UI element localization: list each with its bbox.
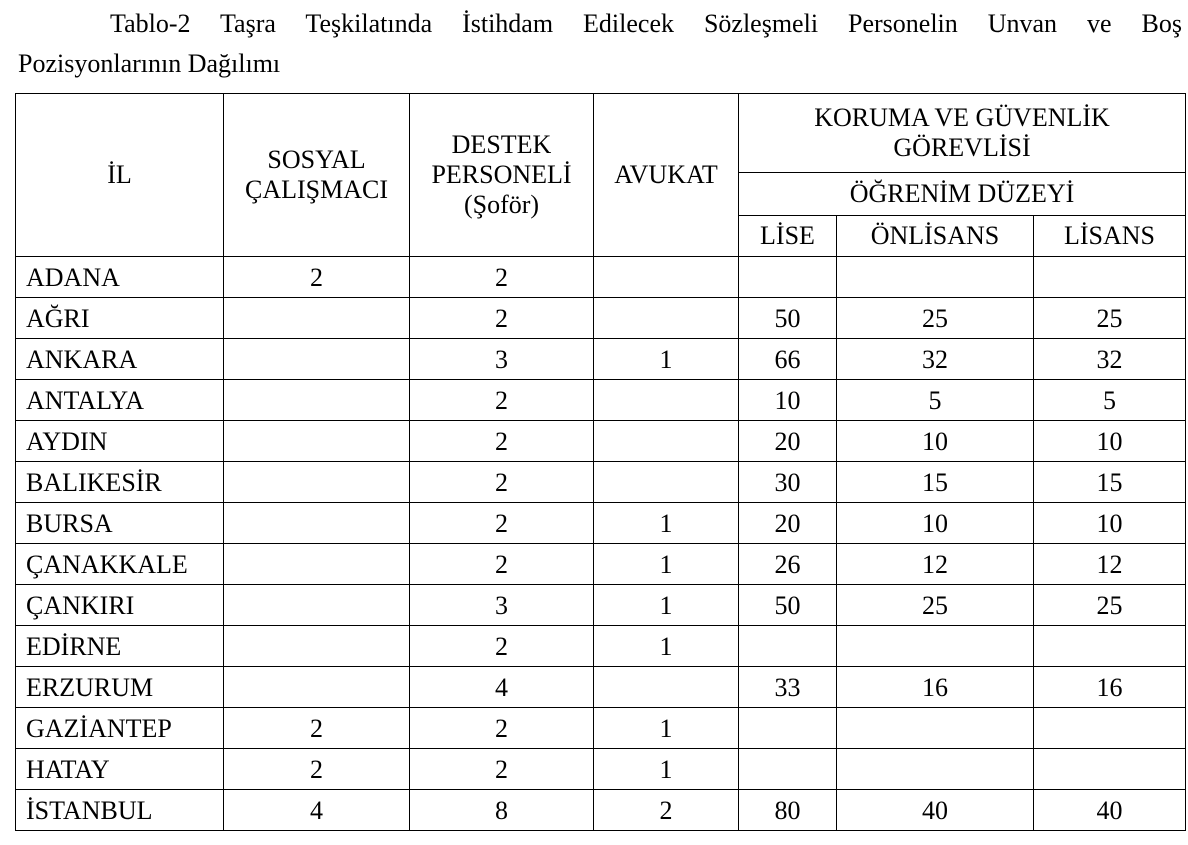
cell-lisans: 10	[1034, 421, 1186, 462]
cell-onlisans: 5	[837, 380, 1034, 421]
cell-onlisans: 10	[837, 503, 1034, 544]
cell-sosyal: 2	[224, 749, 410, 790]
cell-lisans: 15	[1034, 462, 1186, 503]
cell-onlisans	[837, 749, 1034, 790]
cell-il: EDİRNE	[16, 626, 224, 667]
cell-avukat: 1	[594, 626, 739, 667]
cell-avukat: 1	[594, 544, 739, 585]
table-row	[16, 790, 1186, 831]
cell-avukat: 2	[594, 790, 739, 831]
cell-sosyal	[224, 298, 410, 339]
header-lisans: LİSANS	[1034, 216, 1186, 257]
cell-lisans	[1034, 257, 1186, 298]
table-row	[16, 462, 1186, 503]
cell-onlisans: 15	[837, 462, 1034, 503]
cell-destek: 2	[410, 462, 594, 503]
cell-destek: 2	[410, 380, 594, 421]
cell-il: BURSA	[16, 503, 224, 544]
cell-avukat: 1	[594, 503, 739, 544]
header-il: İL	[16, 94, 224, 257]
table-row	[16, 708, 1186, 749]
cell-destek: 2	[410, 749, 594, 790]
cell-onlisans: 12	[837, 544, 1034, 585]
cell-lisans: 25	[1034, 585, 1186, 626]
table-row	[16, 544, 1186, 585]
cell-il: ANKARA	[16, 339, 224, 380]
cell-sosyal: 4	[224, 790, 410, 831]
cell-lise: 10	[739, 380, 837, 421]
header-lise: LİSE	[739, 216, 837, 257]
cell-sosyal	[224, 503, 410, 544]
cell-destek: 2	[410, 544, 594, 585]
table-row	[16, 503, 1186, 544]
cell-avukat	[594, 667, 739, 708]
cell-destek: 3	[410, 585, 594, 626]
cell-onlisans: 32	[837, 339, 1034, 380]
cell-avukat	[594, 421, 739, 462]
table-row	[16, 257, 1186, 298]
cell-sosyal: 2	[224, 708, 410, 749]
cell-onlisans: 40	[837, 790, 1034, 831]
cell-il: GAZİANTEP	[16, 708, 224, 749]
cell-onlisans	[837, 708, 1034, 749]
cell-lise	[739, 708, 837, 749]
cell-lise: 66	[739, 339, 837, 380]
cell-lise: 30	[739, 462, 837, 503]
cell-onlisans: 25	[837, 298, 1034, 339]
table-caption	[18, 4, 1182, 84]
header-destek-personeli: DESTEK PERSONELİ (Şoför)	[410, 94, 594, 257]
cell-destek: 2	[410, 708, 594, 749]
cell-lise: 50	[739, 585, 837, 626]
cell-il: İSTANBUL	[16, 790, 224, 831]
cell-lise: 33	[739, 667, 837, 708]
table-row	[16, 380, 1186, 421]
cell-destek: 4	[410, 667, 594, 708]
caption-line-1: Tablo-2 Taşra Teşkilatında İstihdam Edilecek Sözleşmeli Personelin Unvan ve Boş	[110, 9, 1182, 38]
cell-lisans: 16	[1034, 667, 1186, 708]
table-row	[16, 667, 1186, 708]
cell-il: BALIKESİR	[16, 462, 224, 503]
header-onlisans: ÖNLİSANS	[837, 216, 1034, 257]
cell-lisans	[1034, 708, 1186, 749]
cell-onlisans: 10	[837, 421, 1034, 462]
table-row	[16, 749, 1186, 790]
cell-avukat	[594, 462, 739, 503]
cell-onlisans: 16	[837, 667, 1034, 708]
table-row	[16, 298, 1186, 339]
cell-il: HATAY	[16, 749, 224, 790]
cell-lisans: 32	[1034, 339, 1186, 380]
cell-avukat	[594, 298, 739, 339]
cell-onlisans	[837, 626, 1034, 667]
cell-lisans	[1034, 626, 1186, 667]
cell-lisans: 12	[1034, 544, 1186, 585]
cell-lisans: 40	[1034, 790, 1186, 831]
table-header	[16, 94, 1186, 257]
cell-destek: 2	[410, 257, 594, 298]
cell-sosyal	[224, 667, 410, 708]
cell-lise: 20	[739, 503, 837, 544]
cell-lisans: 5	[1034, 380, 1186, 421]
cell-avukat: 1	[594, 749, 739, 790]
cell-lisans: 10	[1034, 503, 1186, 544]
cell-sosyal	[224, 380, 410, 421]
cell-sosyal	[224, 339, 410, 380]
cell-il: AYDIN	[16, 421, 224, 462]
cell-lise	[739, 257, 837, 298]
cell-avukat	[594, 380, 739, 421]
cell-avukat	[594, 257, 739, 298]
position-distribution-table	[15, 93, 1186, 831]
header-ogrenim-duzeyi: ÖĞRENİM DÜZEYİ	[739, 173, 1186, 216]
cell-il: ÇANAKKALE	[16, 544, 224, 585]
cell-lise: 20	[739, 421, 837, 462]
header-sosyal-calismaci: SOSYAL ÇALIŞMACI	[224, 94, 410, 257]
cell-destek: 2	[410, 421, 594, 462]
cell-sosyal	[224, 421, 410, 462]
cell-sosyal	[224, 544, 410, 585]
cell-sosyal	[224, 626, 410, 667]
header-koruma-guvenlik: KORUMA VE GÜVENLİK GÖREVLİSİ	[739, 94, 1186, 173]
cell-sosyal: 2	[224, 257, 410, 298]
table-row	[16, 339, 1186, 380]
caption-line-2: Pozisyonlarının Dağılımı	[18, 49, 281, 78]
cell-lise: 26	[739, 544, 837, 585]
cell-il: ERZURUM	[16, 667, 224, 708]
table-row	[16, 626, 1186, 667]
cell-avukat: 1	[594, 339, 739, 380]
cell-sosyal	[224, 462, 410, 503]
cell-il: ANTALYA	[16, 380, 224, 421]
cell-sosyal	[224, 585, 410, 626]
cell-lisans: 25	[1034, 298, 1186, 339]
cell-destek: 2	[410, 503, 594, 544]
cell-lisans	[1034, 749, 1186, 790]
cell-il: ADANA	[16, 257, 224, 298]
cell-avukat: 1	[594, 585, 739, 626]
cell-onlisans	[837, 257, 1034, 298]
cell-lise	[739, 749, 837, 790]
cell-il: ÇANKIRI	[16, 585, 224, 626]
header-avukat: AVUKAT	[594, 94, 739, 257]
cell-destek: 8	[410, 790, 594, 831]
cell-lise	[739, 626, 837, 667]
cell-destek: 2	[410, 298, 594, 339]
table-body	[16, 257, 1186, 831]
cell-lise: 80	[739, 790, 837, 831]
cell-destek: 2	[410, 626, 594, 667]
cell-il: AĞRI	[16, 298, 224, 339]
cell-lise: 50	[739, 298, 837, 339]
cell-onlisans: 25	[837, 585, 1034, 626]
cell-destek: 3	[410, 339, 594, 380]
table-row	[16, 421, 1186, 462]
table-row	[16, 585, 1186, 626]
cell-avukat: 1	[594, 708, 739, 749]
